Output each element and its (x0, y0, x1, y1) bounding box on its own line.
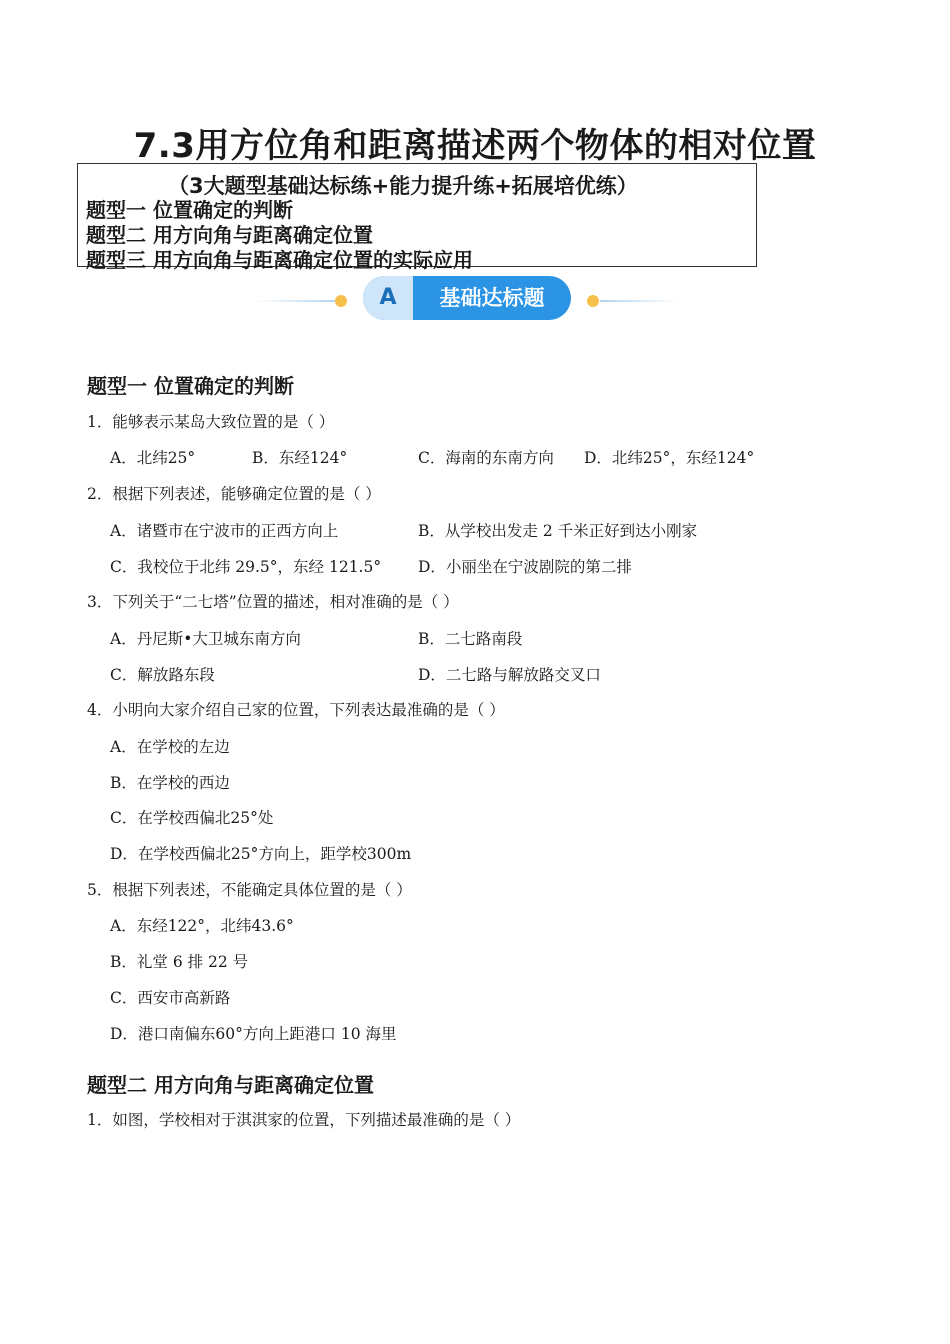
toc-item-2: 题型二 用方向角与距离确定位置 (86, 223, 373, 247)
option-1-2-a: A．诸暨市在宁波市的正西方向上 (110, 522, 339, 540)
badge-letter: A (363, 276, 413, 320)
option-1-2-d: D．小丽坐在宁波剧院的第二排 (418, 558, 632, 576)
question-1-5: 5．根据下列表述，不能确定具体位置的是（ ） (87, 881, 412, 899)
section-heading-1: 题型一 位置确定的判断 (87, 374, 294, 398)
option-1-4-a: A．在学校的左边 (110, 738, 230, 756)
option-1-5-b: B．礼堂 6 排 22 号 (110, 953, 249, 971)
badge-dot-left (335, 295, 347, 307)
option-1-3-b: B．二七路南段 (418, 630, 523, 648)
option-1-5-d: D．港口南偏东60°方向上距港口 10 海里 (110, 1025, 397, 1043)
option-1-4-b: B．在学校的西边 (110, 774, 230, 792)
question-1-2: 2．根据下列表述，能够确定位置的是（ ） (87, 485, 381, 503)
badge-line-left (255, 300, 335, 302)
option-1-1-d: D．北纬25°，东经124° (584, 449, 755, 467)
option-1-2-c: C．我校位于北纬 29.5°，东经 121.5° (110, 558, 382, 576)
question-2-1: 1．如图，学校相对于淇淇家的位置，下列描述最准确的是（ ） (87, 1111, 521, 1129)
option-1-4-d: D．在学校西偏北25°方向上，距学校300m (110, 845, 412, 863)
option-1-1-b: B．东经124° (252, 449, 348, 467)
badge-line-right (600, 300, 680, 302)
badge-dot-right (587, 295, 599, 307)
option-1-5-c: C．西安市高新路 (110, 989, 231, 1007)
option-1-1-a: A．北纬25° (110, 449, 196, 467)
toc-item-3: 题型三 用方向角与距离确定位置的实际应用 (86, 248, 473, 272)
toc-subtitle: （3大题型基础达标练+能力提升练+拓展培优练） (168, 174, 638, 198)
option-1-5-a: A．东经122°，北纬43.6° (110, 917, 294, 935)
option-1-3-a: A．丹尼斯•大卫城东南方向 (110, 630, 301, 648)
option-1-2-b: B．从学校出发走 2 千米正好到达小刚家 (418, 522, 698, 540)
option-1-1-c: C．海南的东南方向 (418, 449, 554, 467)
option-1-4-c: C．在学校西偏北25°处 (110, 809, 274, 827)
section-badge (363, 276, 571, 320)
question-1-1: 1．能够表示某岛大致位置的是（ ） (87, 413, 335, 431)
toc-item-1: 题型一 位置确定的判断 (86, 198, 293, 222)
section-heading-2: 题型二 用方向角与距离确定位置 (87, 1073, 374, 1097)
toc-box (77, 163, 757, 272)
question-1-3: 3．下列关于“二七塔”位置的描述，相对准确的是（ ） (87, 593, 459, 611)
question-1-4: 4．小明向大家介绍自己家的位置，下列表达最准确的是（ ） (87, 701, 505, 719)
badge-text: 基础达标题 (439, 286, 545, 310)
page-title: 7.3用方位角和距离描述两个物体的相对位置 (133, 126, 817, 166)
option-1-3-d: D．二七路与解放路交叉口 (418, 666, 601, 684)
option-1-3-c: C．解放路东段 (110, 666, 215, 684)
